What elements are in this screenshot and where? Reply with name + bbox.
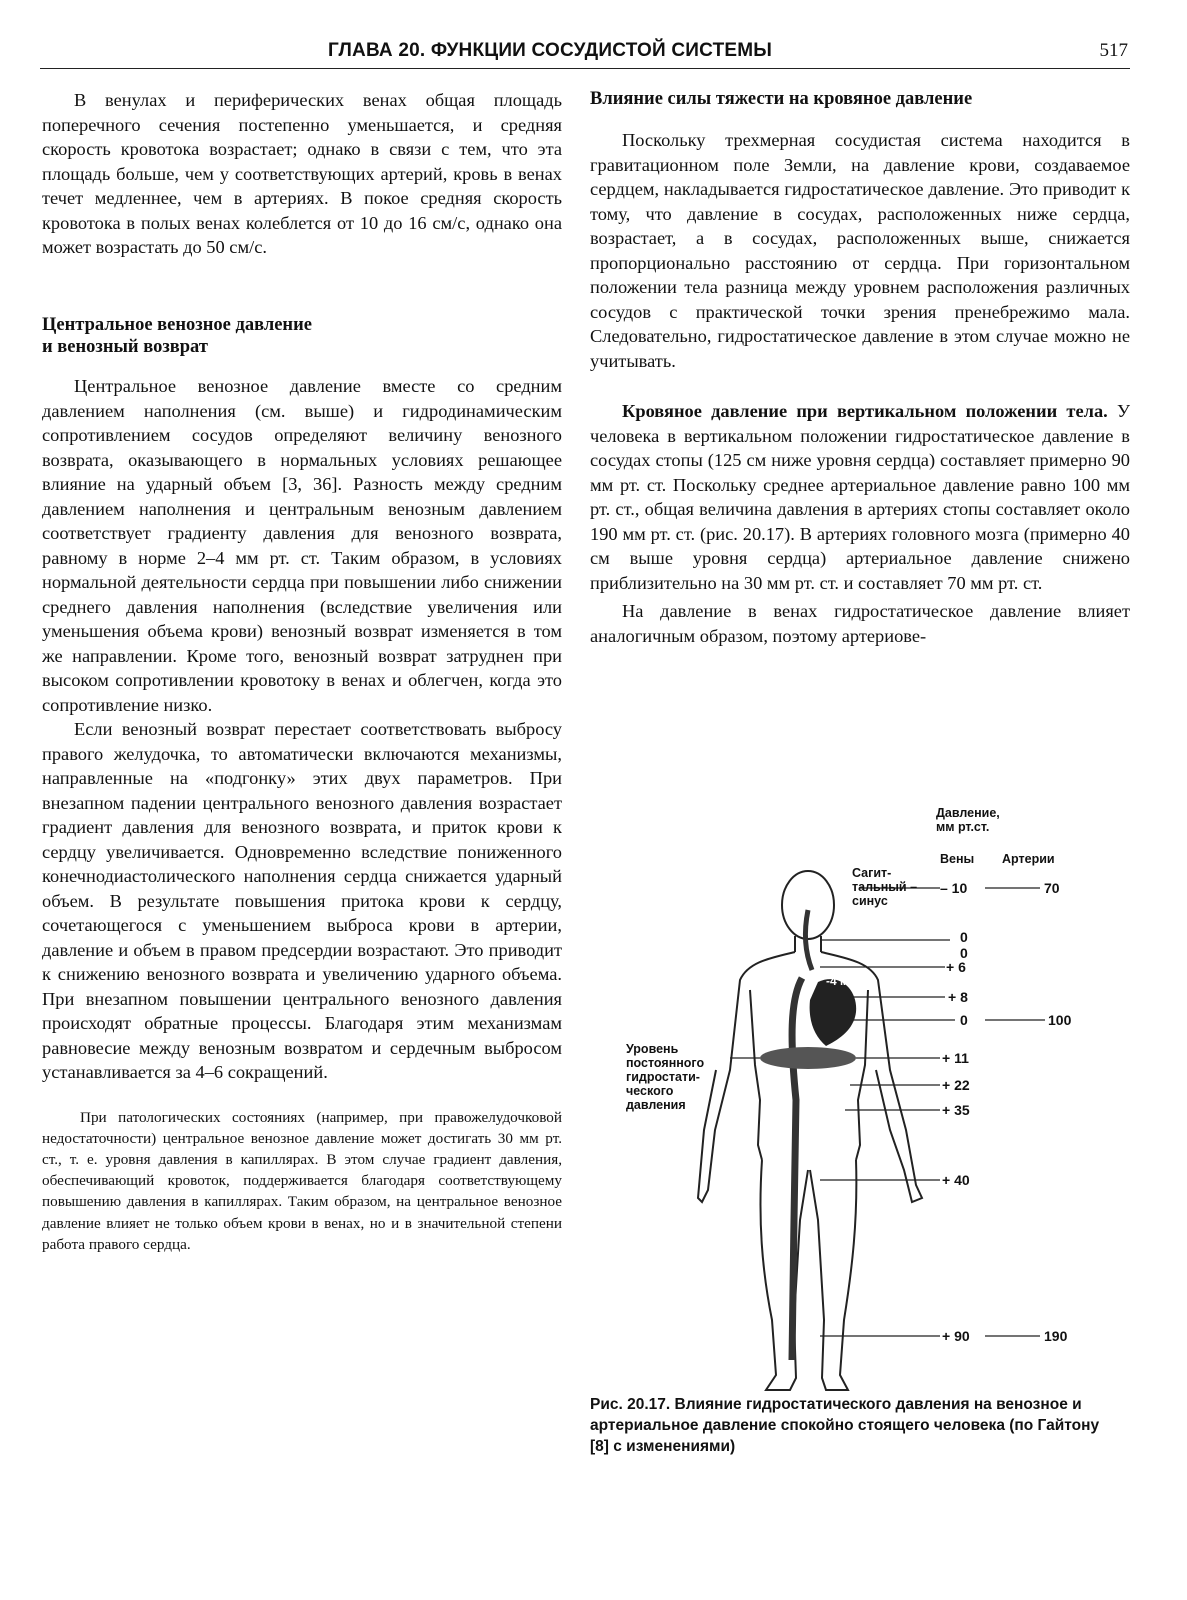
column-veins-label: Вены <box>940 852 975 866</box>
sagittal-sinus-label: Сагит- тальный – синус <box>852 866 918 908</box>
right-column <box>590 88 1130 648</box>
vein-pressure-value: + 8 <box>948 989 968 1005</box>
chapter-title: ГЛАВА 20. ФУНКЦИИ СОСУДИСТОЙ СИСТЕМЫ <box>328 40 773 61</box>
vein-pressure-value: + 6 <box>946 959 966 975</box>
paragraph-pathology: При патологических состояниях (например, при правожелудочковой недостаточности) центральное венозное давление может достигать 30 мм рт. ст., т. е. уровня давления в капиллярах. В этом случае градиент давления, обеспечивающий кровоток, поддерживается благодаря соответствующему повышению давления в капиллярах. Таким образом, на центральное венозное давление влияет не только объем крови в венах, но и в значительной степени работа правого сердца. <box>42 1108 562 1253</box>
vein-pressure-value: + 11 <box>942 1050 969 1066</box>
carotid-line <box>805 910 812 970</box>
paragraph-vertical-position: Кровяное давление при вертикальном положении тела. У человека в вертикальном положении гидростатическое давление в сосудах стопы (125 см ниже уровня сердца) составляет примерно 90 мм рт. ст. Поскольку среднее артериальное давление равно 100 мм рт. ст., общая величина давления в артериях стопы составляет около 190 мм рт. ст. (рис. 20.17). В артериях головного мозга (примерно 40 см выше уровня сердца) артериальное давление снижено приблизительно на 30 мм рт. ст. и составляет 70 мм рт. ст. <box>590 401 1130 593</box>
pressure-lines <box>730 888 1045 1336</box>
column-arteries-label: Артерии <box>1002 852 1055 866</box>
page-number: 517 <box>1099 40 1128 61</box>
figure-caption <box>590 1394 1120 1457</box>
paragraph-venules: В венулах и периферических венах общая площадь поперечного сечения постепенно уменьшается, и средняя скорость кровотока возрастает; однако в связи с тем, что эта площадь больше, чем у соответствующих артерий, кровь в венах течет медленнее, чем в артериях. В покое средняя скорость кровотока в полых венах колеблется от 10 до 16 см/с, однако она может возрастать до 50 см/с. <box>42 90 562 257</box>
vein-pressure-value: + 22 <box>942 1077 970 1093</box>
page-header <box>40 38 1130 69</box>
left-column <box>42 88 562 1255</box>
vein-pressure-value: 0 <box>960 945 968 961</box>
artery-line <box>792 978 802 1360</box>
artery-pressure-value: 190 <box>1044 1328 1068 1344</box>
figure-caption-text: Влияние гидростатического давления на венозное и артериальное давление спокойно стоящего человека (по Гайтону [8] с изменениями) <box>590 1396 1100 1455</box>
paragraph-gravity: Поскольку трехмерная сосудистая система находится в гравитационном поле Земли, на давление крови, создаваемое сердцем, накладывается гидростатическое давление. Это приводит к тому, что давление в сосудах, расположенных ниже сердца, возрастает, а в сосудах, расположенных выше, снижается пропорционально расстоянию от сердца. При горизонтальном положении тела разница между уровнем расположения различных сосудов с практической точки зрения пренебрежимо мала. Следовательно, гидростатическое давление в этом случае можно не учитывать. <box>590 130 1130 371</box>
human-body-outline <box>698 871 922 1390</box>
vein-pressure-value: 0 <box>960 1012 968 1028</box>
heart-icon <box>810 979 857 1046</box>
paragraph-regulation: Если венозный возврат перестает соответствовать выбросу правого желудочка, то автоматически включаются механизмы, направленные на «подгонку» этих двух параметров. При внезапном падении центрального венозного давления возрастает градиент давления для венозного возврата, и приток крови к сердцу увеличивается. Одновременно вследствие пониженного конечнодиастолического наполнения сердца снижается ударный объем. В результате повышения притока крови к сердцу, сочетающегося с уменьшением выброса крови в артерии, давление и объем в правом предсердии возрастают. Это приводит к снижению венозного возврата и увеличению ударного объема. При внезапном повышении центрального венозного давления происходят обратные процессы. Благодаря этим механизмам равновесие между венозным возвратом и сердечным выбросом устанавливается за 4–6 сокращений. <box>42 719 562 1082</box>
figure-caption-label: Рис. 20.17. <box>590 1396 671 1413</box>
vein-pressure-value: + 35 <box>942 1102 970 1118</box>
hydrostatic-level-disk <box>760 1047 856 1069</box>
heading-gravity: Влияние силы тяжести на кровяное давление <box>590 89 973 109</box>
vein-pressure-value: + 40 <box>942 1172 970 1188</box>
artery-pressure-value: 70 <box>1044 880 1060 896</box>
artery-pressure-value: 100 <box>1048 1012 1072 1028</box>
heart-pressure-label: -4 мм <box>826 974 858 988</box>
paragraph-veins: На давление в венах гидростатическое давление влияет аналогичным образом, поэтому артериове- <box>590 601 1130 646</box>
paragraph-venous-return: Центральное венозное давление вместе со средним давлением наполнения (см. выше) и гидродинамическим сопротивлением сосудов определяют величину венозного возврата, оказывающего в нормальных условиях решающее влияние на ударный объем [3, 36]. Разность между средним давлением наполнения и центральным венозным давлением соответствует градиенту давления для венозного возврата, равному в норме 2–4 мм рт. ст. Таким образом, в условиях нормальной деятельности сердца при повышении либо снижении среднего давления наполнения (вследствие увеличения или уменьшения объема крови) венозный возврат изменяется в том же направлении. Кроме того, венозный возврат затруднен при высоком сопротивлении кровотоку в венах и облегчен, когда это сопротивление низко. <box>42 376 562 715</box>
vein-pressure-value: 0 <box>960 929 968 945</box>
hydrostatic-level-label: Уровень постоянного гидростати- ческого давления <box>626 1042 705 1112</box>
vein-pressure-value: – 10 <box>940 880 968 896</box>
vein-pressure-value: + 90 <box>942 1328 970 1344</box>
units-label: Давление, мм рт.ст. <box>936 806 1000 834</box>
heading-central-venous-pressure: Центральное венозное давление и венозный возврат <box>42 315 312 357</box>
